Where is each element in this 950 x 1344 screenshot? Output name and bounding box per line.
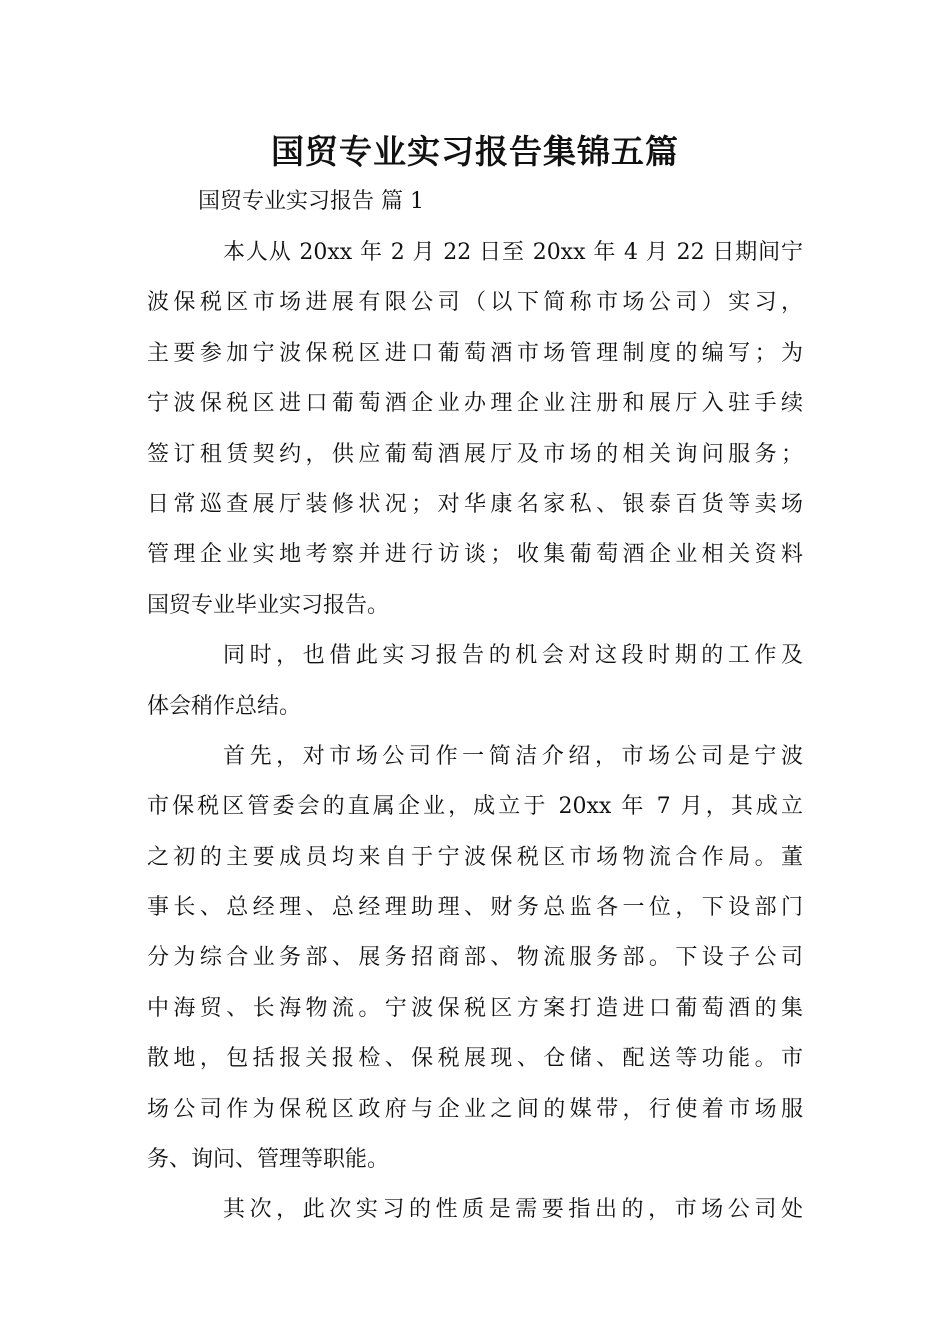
- text-line: 散地，包括报关报检、保税展现、仓储、配送等功能。市: [147, 1046, 803, 1072]
- text-line: 其次，此次实习的性质是需要指出的，市场公司处: [223, 1197, 803, 1223]
- text-line: 国贸专业毕业实习报告。: [147, 592, 390, 618]
- text-line: 本人从 20xx 年 2 月 22 日至 20xx 年 4 月 22 日期间宁: [223, 240, 803, 265]
- text-line: 场公司作为保税区政府与企业之间的媒带，行使着市场服: [147, 1096, 803, 1122]
- text-line: 宁波保税区进口葡萄酒企业办理企业注册和展厅入驻手续: [147, 391, 803, 417]
- text-line: 中海贸、长海物流。宁波保税区方案打造进口葡萄酒的集: [147, 995, 803, 1021]
- text-line: 主要参加宁波保税区进口葡萄酒市场管理制度的编写；为: [147, 340, 803, 366]
- text-line: 签订租赁契约，供应葡萄酒展厅及市场的相关询问服务；: [147, 441, 803, 467]
- text-line: 同时，也借此实习报告的机会对这段时期的工作及: [223, 643, 803, 669]
- text-line: 波保税区市场进展有限公司（以下简称市场公司）实习，: [147, 290, 803, 316]
- text-line: 首先，对市场公司作一简洁介绍，市场公司是宁波: [223, 743, 803, 769]
- document-body: [147, 228, 803, 1236]
- text-line: 市保税区管委会的直属企业，成立于 20xx 年 7 月，其成立: [147, 794, 803, 820]
- section-heading: 国贸专业实习报告 篇 1: [198, 189, 424, 214]
- text-line: 日常巡查展厅装修状况；对华康名家私、银泰百货等卖场: [147, 491, 803, 517]
- text-line: 之初的主要成员均来自于宁波保税区市场物流合作局。董: [147, 844, 803, 870]
- text-line: 事长、总经理、总经理助理、财务总监各一位，下设部门: [147, 895, 803, 921]
- document-title: 国贸专业实习报告集锦五篇: [271, 132, 679, 171]
- text-line: 体会稍作总结。: [147, 693, 302, 719]
- text-line: 管理企业实地考察并进行访谈；收集葡萄酒企业相关资料: [147, 542, 803, 568]
- text-line: 分为综合业务部、展务招商部、物流服务部。下设子公司: [147, 945, 803, 971]
- text-line: 务、询问、管理等职能。: [147, 1147, 390, 1173]
